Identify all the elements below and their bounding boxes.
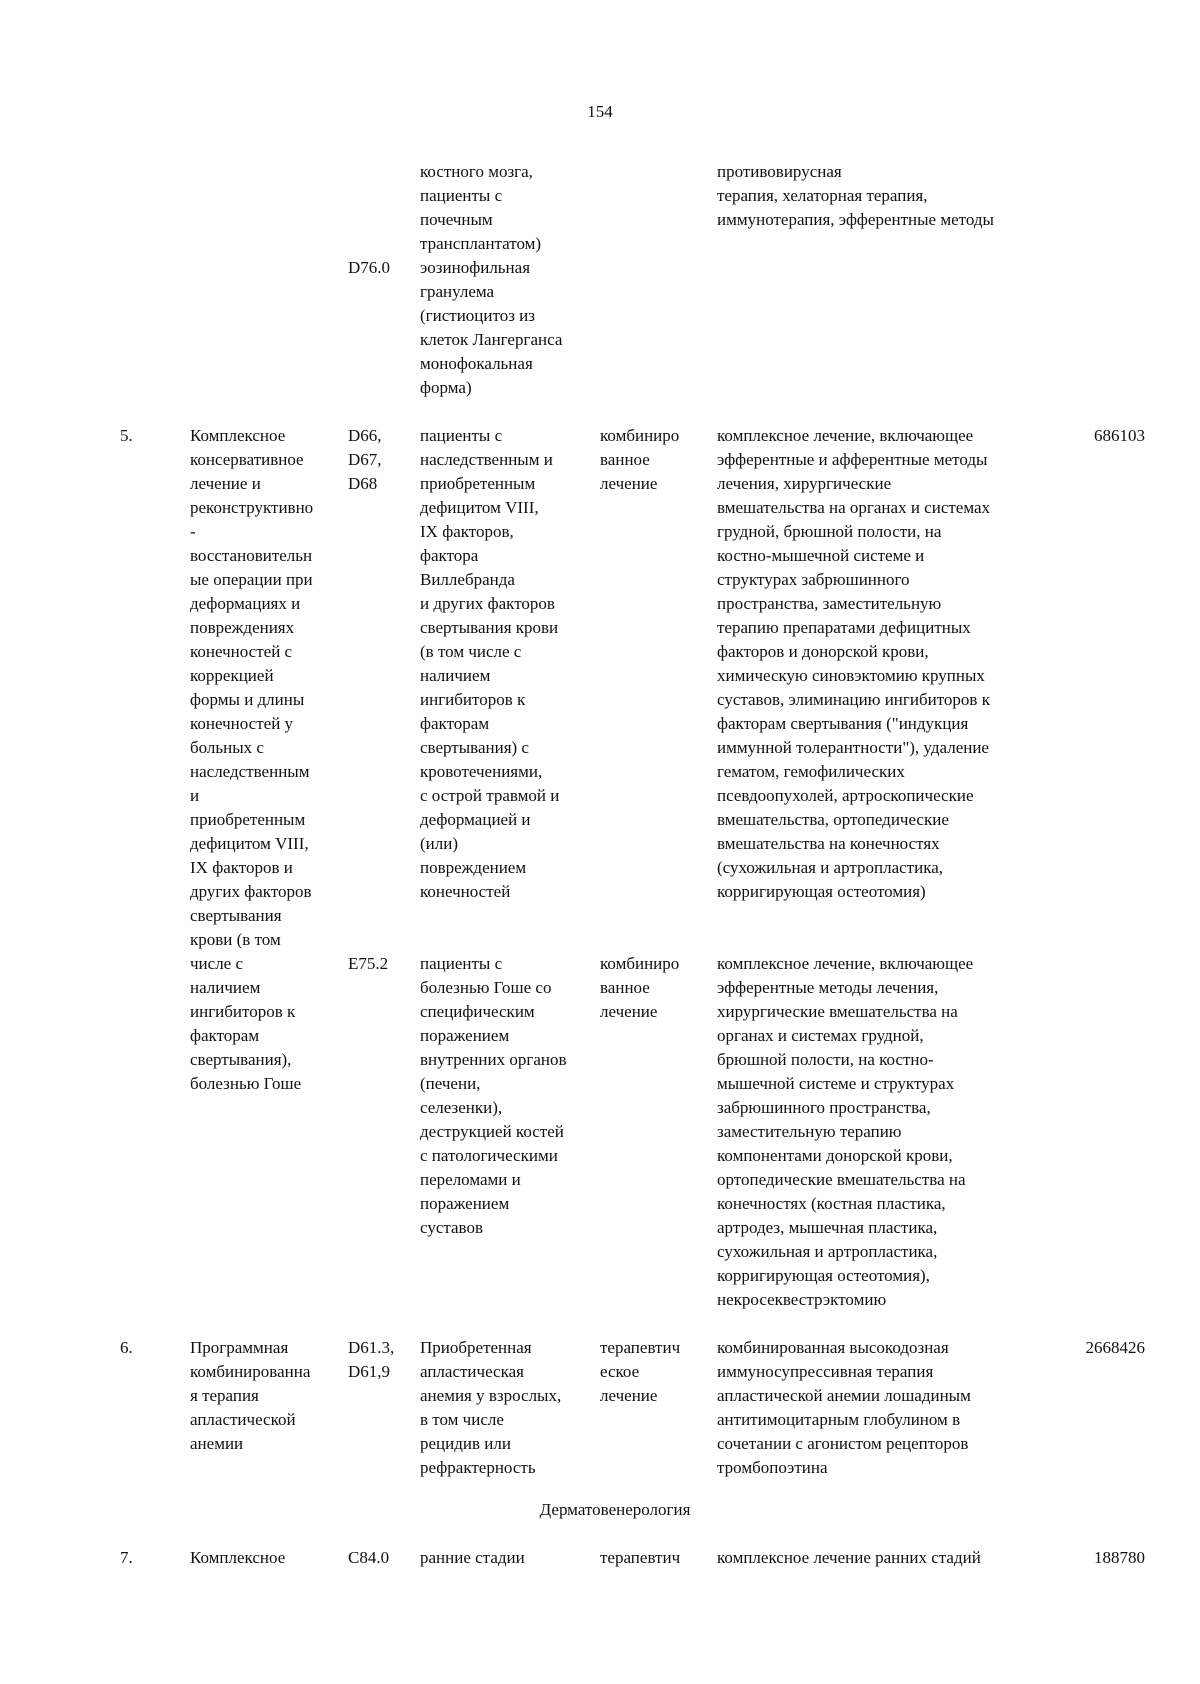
row-treatment-type: комбиниро ванное лечение [600, 426, 680, 493]
row-code: D66, D67, D68 [348, 426, 382, 493]
row-name: Программная комбинированна я терапия апластической анемии [190, 1338, 311, 1453]
continuation-method-text: противовирусная терапия, хелаторная терапия, иммунотерапия, эфферентные методы [717, 162, 994, 229]
row-method: комбинированная высокодозная иммуносупрессивная терапия апластической анемии лошадиным антитимоцитарным глобулином в сочетании с агонистом рецепторов тромбопоэтина [717, 1338, 971, 1477]
row-number: 6. [120, 1338, 133, 1357]
continuation-code: D76.0 [348, 258, 391, 277]
row-code: D61.3, D61,9 [348, 1338, 395, 1381]
row-patient-model-2: пациенты с болезнью Гоше со специфическим поражением внутренних органов (печени, селезенки), деструкцией костей с патологическими переломами и поражением суставов [420, 954, 567, 1237]
row-treatment-type: терапевтич [600, 1548, 681, 1567]
row-method: комплексное лечение, включающее эфферентные и афферентные методы лечения, хирургические вмешательства на органах и системах грудной, брюшной полости, на костно-мышечной системе и структурах забрюшинного пространства, заместительную терапию препаратами дефицитных факторов и донорской крови, химическую синовэктомию крупных суставов, элиминацию ингибиторов к факторам свертывания ("индукция иммунной толерантности"), удаление гематом, гемофилических псевдоопухолей, артроскопические вмешательства, ортопедические вмешательства на конечностях (сухожильная и артропластика, корригирующая остеотомия) [717, 426, 991, 901]
row-treatment-type: терапевтич еское лечение [600, 1338, 681, 1405]
section-title: Дерматовенерология [539, 1500, 691, 1519]
row-patient-model: ранние стадии [420, 1548, 525, 1567]
continuation-patient-text: костного мозга, пациенты с почечным трансплантатом) [420, 162, 542, 253]
row-price: 686103 [1094, 426, 1145, 445]
row-patient-model: пациенты с наследственным и приобретенным дефицитом VIII, IX факторов, фактора Виллебранда и других факторов свертывания крови (в том числе с наличием ингибиторов к факторам свертывания) с кровотечениями, с острой травмой и деформацией и (или) повреждением конечностей [420, 426, 560, 901]
row-method: комплексное лечение ранних стадий [717, 1548, 981, 1567]
row-code-2: E75.2 [348, 954, 389, 973]
row-name: Комплексное консервативное лечение и реконструктивно - восстановительн ые операции при деформациях и повреждениях конечностей с коррекцией формы и длины конечностей у больных с наследственным и приобретенным дефицитом VIII, IX факторов и других факторов свертывания крови (в том числе с наличием ингибиторов к факторам свертывания), болезнью Гоше [190, 426, 314, 1093]
row-patient-model: Приобретенная апластическая анемия у взрослых, в том числе рецидив или рефрактерность [420, 1338, 562, 1477]
row-price: 188780 [1094, 1548, 1145, 1567]
row-name: Комплексное [190, 1548, 286, 1567]
row-code: C84.0 [348, 1548, 390, 1567]
row-number: 7. [120, 1548, 133, 1567]
continuation-patient-text-2: эозинофильная гранулема (гистиоцитоз из клеток Лангерганса монофокальная форма) [420, 258, 563, 397]
row-price: 2668426 [1085, 1338, 1145, 1357]
row-treatment-type-2: комбиниро ванное лечение [600, 954, 680, 1021]
row-number: 5. [120, 426, 133, 445]
page-number: 154 [587, 102, 613, 121]
row-method-2: комплексное лечение, включающее эфферентные методы лечения, хирургические вмешательства на органах и системах грудной, брюшной полости, на костно- мышечной системе и структурах забрюшинного пространства, заместительную терапию компонентами донорской крови, ортопедические вмешательства на конечностях (костная пластика, артродез, мышечная пластика, сухожильная и артропластика, корригирующая остеотомия), некросеквестрэктомию [717, 954, 974, 1309]
